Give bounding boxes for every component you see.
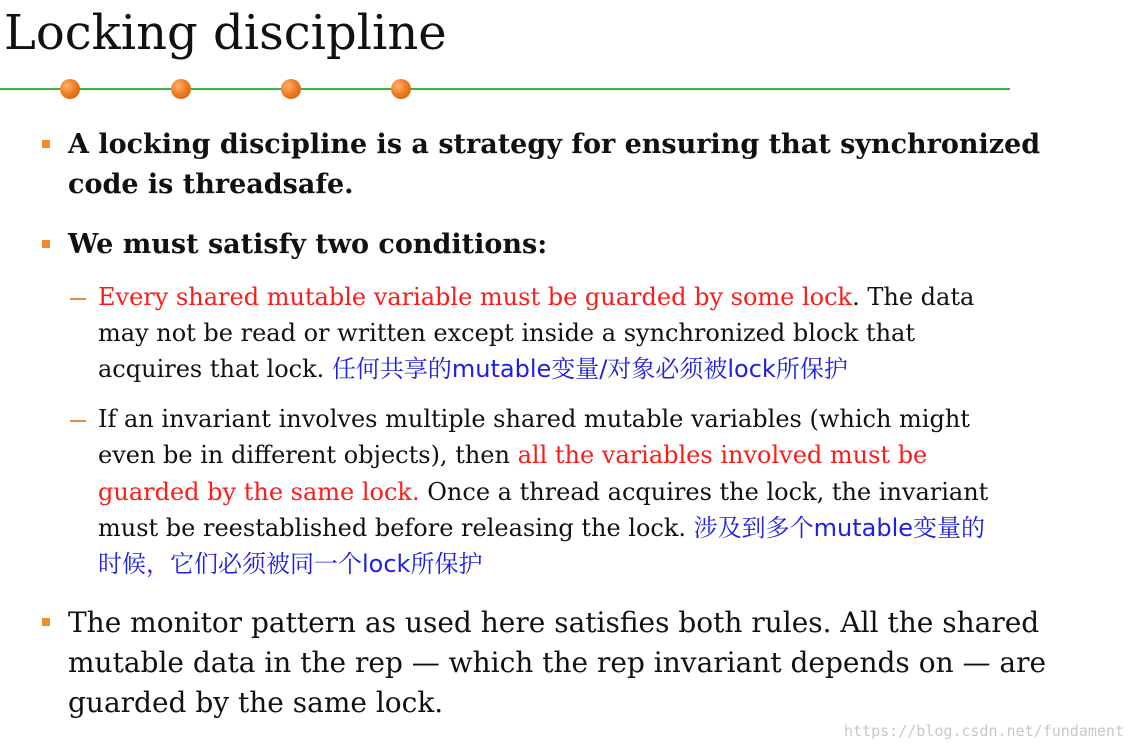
square-bullet-icon [42,240,50,248]
bullet2-text: We must satisfy two conditions: [68,229,548,260]
bullet1-line1: A locking discipline is a strategy for ensuring that synchronized [68,129,1041,160]
slide-title: Locking discipline [4,5,447,61]
orange-dot-decoration [60,79,80,99]
sub1-line3 [98,351,848,388]
bullet1-line2: code is threadsafe. [68,169,354,200]
watermark-url: https://blog.csdn.net/fundament [844,722,1124,740]
bullet3-line2: mutable data in the rep — which the rep invariant depends on — are [68,646,1047,679]
sub2-line3 [98,474,988,511]
sub1-line3-black: acquires that lock. [98,355,332,383]
sub2-line3-black: Once a thread acquires the lock, the invariant [419,478,989,506]
bullet3-line3: guarded by the same lock. [68,686,444,719]
orange-dot-decoration [171,79,191,99]
sub2-line2 [98,437,927,474]
sub2-line2-black: even be in different objects), then [98,441,518,469]
sub2-line4-black: must be reestablished before releasing the lock. [98,514,694,542]
sub2-line4 [98,510,985,547]
orange-dot-decoration [391,79,411,99]
title-divider-line [0,88,1010,90]
square-bullet-icon [42,140,50,148]
orange-dot-decoration [281,79,301,99]
sub2-line1: If an invariant involves multiple shared mutable variables (which might [98,405,970,433]
sub1-line1 [98,279,974,316]
dash-bullet-icon [70,420,86,422]
sub1-line2: may not be read or written except inside a synchronized block that [98,319,915,347]
sub1-red-rule: Every shared mutable variable must be guarded by some lock [98,283,853,311]
sub1-line1-rest: . The data [852,283,975,311]
sub2-line2-red: all the variables involved must be [517,441,928,469]
sub2-chinese-note-part1: 涉及到多个mutable变量的 [693,514,986,542]
sub1-chinese-note: 任何共享的mutable变量/对象必须被lock所保护 [331,355,848,383]
sub2-chinese-note-part2: 时候，它们必须被同一个lock所保护 [98,550,483,578]
square-bullet-icon [42,618,50,626]
bullet3-line1: The monitor pattern as used here satisfies both rules. All the shared [68,606,1040,639]
sub2-line3-red: guarded by the same lock. [98,478,420,506]
dash-bullet-icon [70,298,86,300]
